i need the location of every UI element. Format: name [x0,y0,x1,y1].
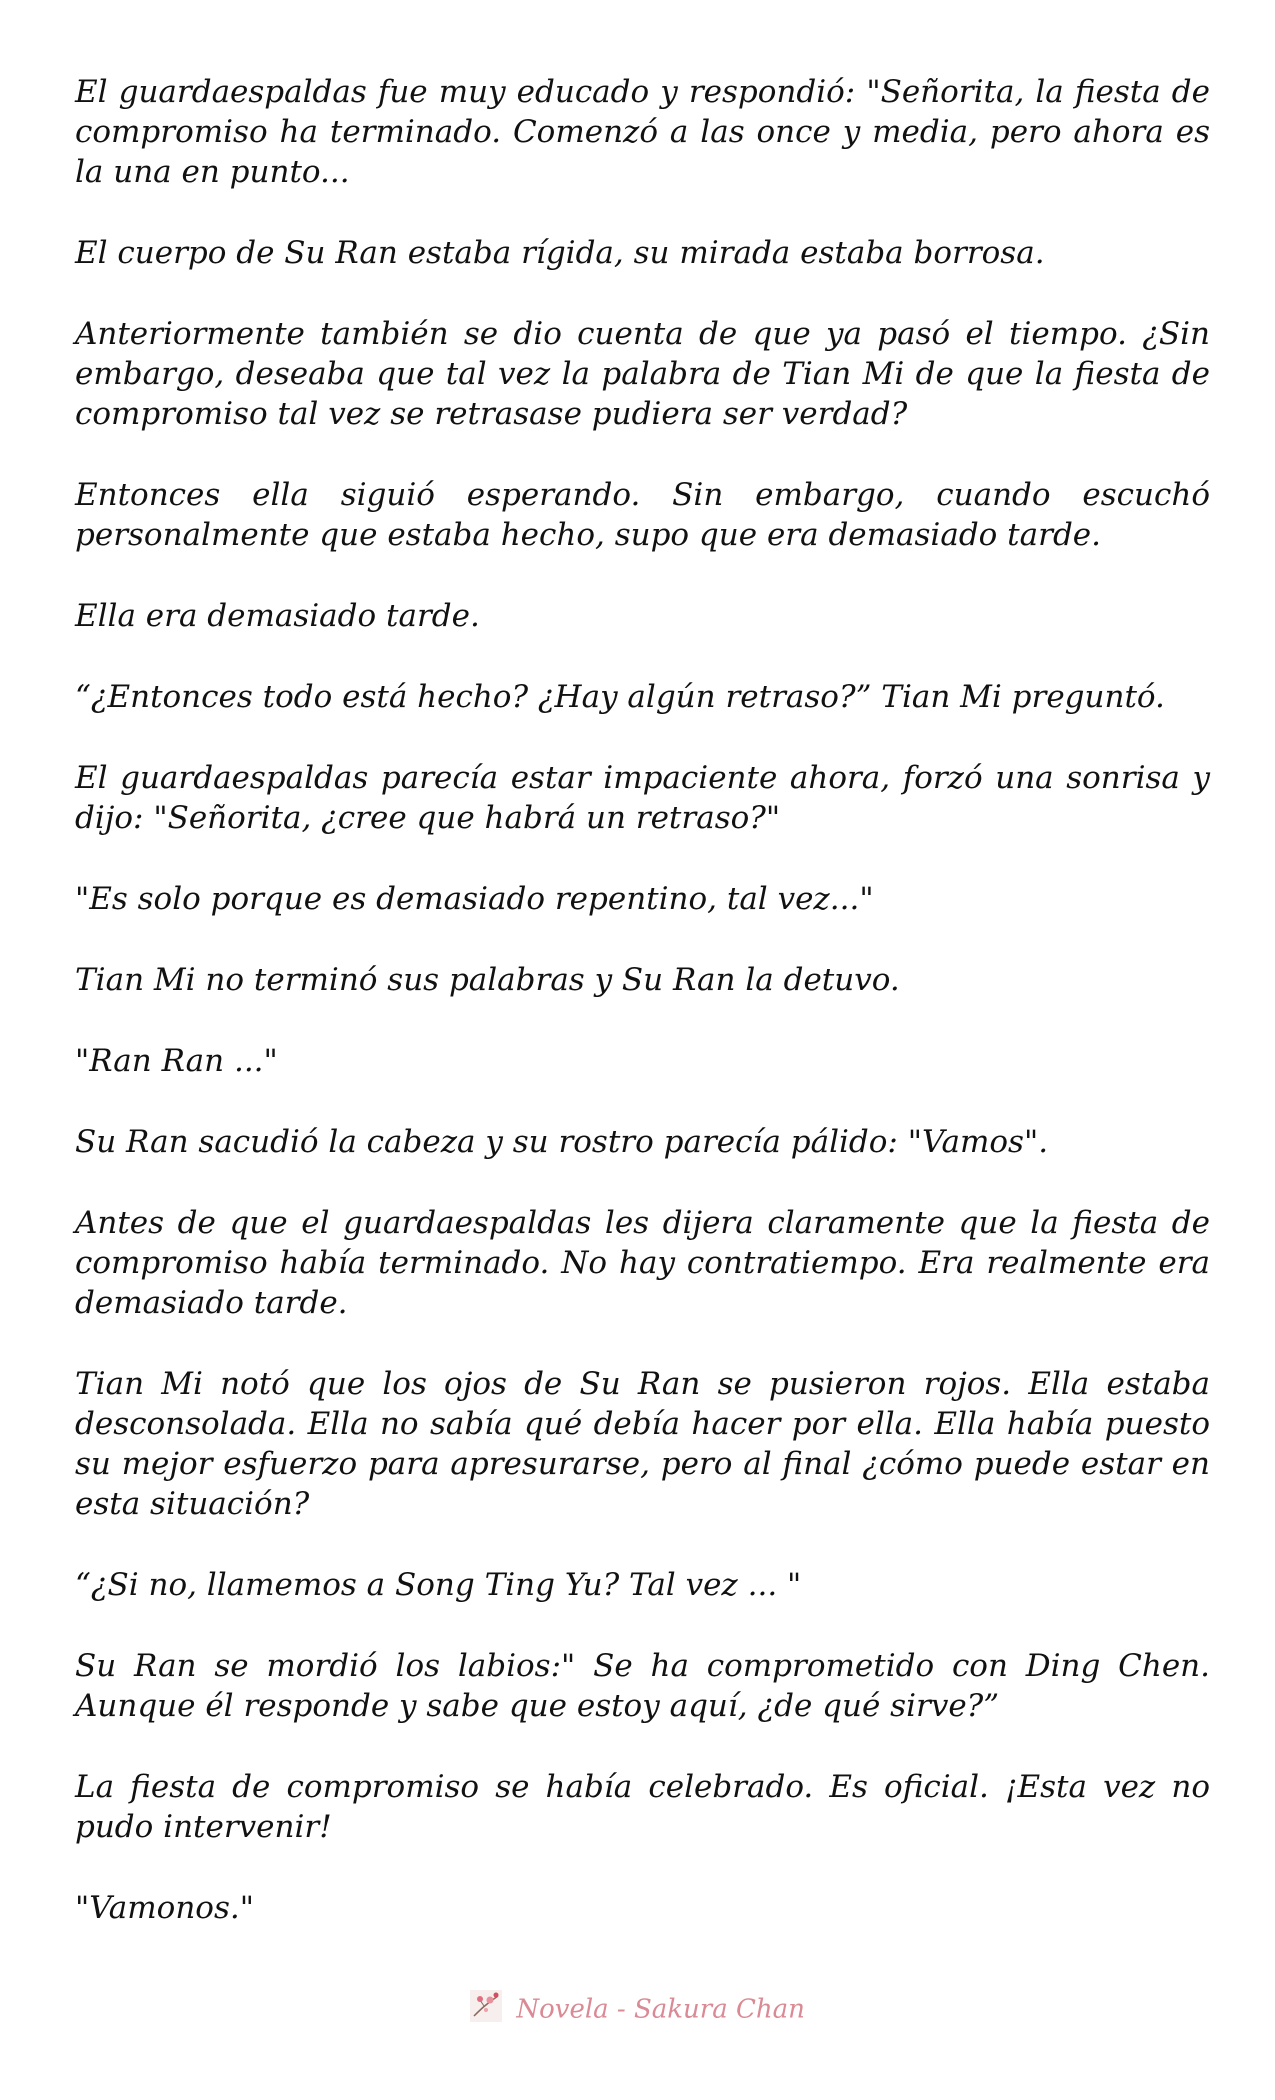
paragraph: “¿Entonces todo está hecho? ¿Hay algún retraso?” Tian Mi preguntó. [75,679,1165,715]
paragraph: "Ran Ran ..." [75,1043,278,1079]
paragraph: Tian Mi notó que los ojos de Su Ran se pusieron rojos. Ella estaba desconsolada. Ella no sabía qué debía hacer por ella. Ella había puesto su mejor esfuerzo para apresurarse, pero al final ¿cómo puede estar en esta situación? [75,1366,1210,1522]
paragraph: El guardaespaldas parecía estar impaciente ahora, forzó una sonrisa y dijo: "Señorita, ¿cree que habrá un retraso?" [75,760,1210,836]
paragraph: Su Ran sacudió la cabeza y su rostro parecía pálido: "Vamos". [75,1124,1049,1160]
paragraph: Entonces ella siguió esperando. Sin embargo, cuando escuchó personalmente que estaba hecho, supo que era demasiado tarde. [75,477,1210,553]
sakura-blossom-icon [470,1990,502,2029]
footer-watermark [0,1990,1275,2029]
footer-label: Novela - Sakura Chan [516,1994,805,2025]
paragraph: "Es solo porque es demasiado repentino, tal vez..." [75,881,874,917]
paragraph: Tian Mi no terminó sus palabras y Su Ran la detuvo. [75,962,900,998]
paragraph: Anteriormente también se dio cuenta de que ya pasó el tiempo. ¿Sin embargo, deseaba que tal vez la palabra de Tian Mi de que la fiesta de compromiso tal vez se retrasase pudiera ser verdad? [75,316,1210,432]
paragraph: Ella era demasiado tarde. [75,598,480,634]
document-body [75,72,1210,1969]
paragraph: El guardaespaldas fue muy educado y respondió: "Señorita, la fiesta de compromiso ha terminado. Comenzó a las once y media, pero ahora es la una en punto... [75,74,1210,190]
paragraph: “¿Si no, llamemos a Song Ting Yu? Tal vez ... " [75,1567,802,1603]
paragraph: El cuerpo de Su Ran estaba rígida, su mirada estaba borrosa. [75,235,1045,271]
paragraph: "Vamonos." [75,1890,254,1926]
paragraph: Antes de que el guardaespaldas les dijera claramente que la fiesta de compromiso había terminado. No hay contratiempo. Era realmente era demasiado tarde. [75,1205,1210,1321]
paragraph: Su Ran se mordió los labios:" Se ha comprometido con Ding Chen. Aunque él responde y sabe que estoy aquí, ¿de qué sirve?” [75,1648,1210,1724]
paragraph: La fiesta de compromiso se había celebrado. Es oficial. ¡Esta vez no pudo intervenir! [75,1769,1210,1845]
